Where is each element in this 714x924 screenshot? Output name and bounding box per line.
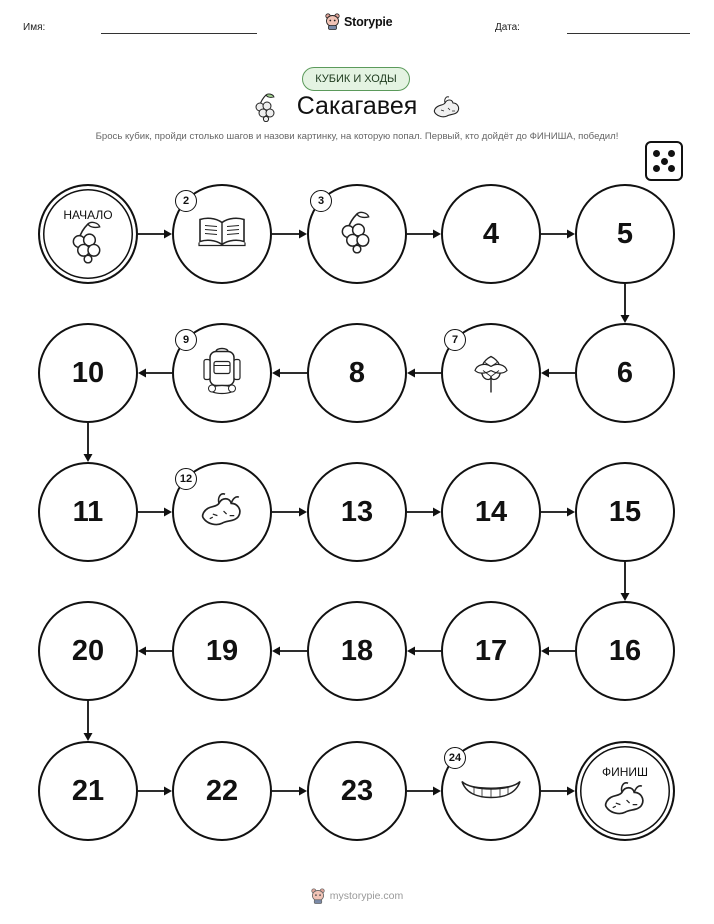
path-arrow	[138, 230, 172, 239]
board-space-17	[441, 601, 541, 701]
start-space	[38, 184, 138, 284]
path-arrow	[541, 369, 575, 378]
board-space-20	[38, 601, 138, 701]
path-arrow	[541, 787, 575, 796]
start-label: НАЧАЛО	[63, 208, 113, 222]
leaf-icon	[471, 347, 511, 400]
storypie-mascot-icon	[311, 888, 325, 904]
space-number-badge: 9	[175, 329, 197, 351]
space-number: 17	[474, 634, 508, 667]
path-arrow	[407, 508, 441, 517]
board-space-5	[575, 184, 675, 284]
path-arrow	[272, 508, 307, 517]
path-arrow	[621, 562, 630, 601]
space-number: 15	[608, 495, 642, 528]
board-space-9	[172, 323, 272, 423]
space-number: 8	[348, 356, 366, 389]
board-space-14	[441, 462, 541, 562]
space-number: 10	[71, 356, 105, 389]
berries-icon	[66, 219, 110, 268]
board-space-12	[172, 462, 272, 562]
board-space-3	[307, 184, 407, 284]
board-space-24	[441, 741, 541, 841]
path-arrow	[407, 230, 441, 239]
board-space-21	[38, 741, 138, 841]
space-number: 4	[482, 217, 500, 250]
space-number-badge: 3	[310, 190, 332, 212]
board-space-19	[172, 601, 272, 701]
space-number: 11	[72, 495, 104, 528]
path-arrow	[407, 787, 441, 796]
path-arrow	[84, 701, 93, 741]
board-space-18	[307, 601, 407, 701]
path-arrow	[138, 787, 172, 796]
space-number-badge: 24	[444, 747, 466, 769]
path-arrow	[407, 369, 441, 378]
path-arrow	[407, 647, 441, 656]
brand-name: Storypie	[344, 14, 393, 29]
board-space-4	[441, 184, 541, 284]
path-arrow	[138, 508, 172, 517]
space-number: 18	[340, 634, 374, 667]
ginger-root-icon	[199, 489, 245, 536]
board-space-16	[575, 601, 675, 701]
space-number-badge: 2	[175, 190, 197, 212]
space-number: 14	[474, 495, 508, 528]
board-space-8	[307, 323, 407, 423]
board-space-2	[172, 184, 272, 284]
space-number: 21	[71, 774, 105, 807]
space-number: 22	[205, 774, 239, 807]
finish-space	[575, 741, 675, 841]
space-number: 6	[616, 356, 634, 389]
game-type-badge: КУБИК И ХОДЫ	[302, 67, 410, 91]
page-title: Сакагавея	[296, 92, 418, 120]
board-space-7	[441, 323, 541, 423]
space-number: 13	[340, 495, 374, 528]
path-arrow	[541, 230, 575, 239]
path-arrow	[541, 508, 575, 517]
berries-icon	[335, 210, 379, 259]
board-space-15	[575, 462, 675, 562]
backpack-icon	[202, 346, 242, 401]
board-space-10	[38, 323, 138, 423]
path-arrow	[272, 647, 307, 656]
board-space-11	[38, 462, 138, 562]
space-number-badge: 12	[175, 468, 197, 490]
space-number: 5	[616, 217, 634, 250]
board-space-22	[172, 741, 272, 841]
path-arrow	[272, 787, 307, 796]
book-icon	[197, 215, 247, 254]
board-space-6	[575, 323, 675, 423]
name-label: Имя:	[23, 22, 46, 33]
path-arrow	[541, 647, 575, 656]
path-arrow	[84, 423, 93, 462]
canoe-icon	[460, 776, 522, 807]
space-number: 19	[205, 634, 239, 667]
ginger-root-icon	[602, 777, 648, 824]
instructions-text: Брось кубик, пройди столько шагов и назови картинку, на которую попал. Первый, кто дойдёт до ФИНИША, победил!	[95, 131, 619, 142]
path-arrow	[138, 647, 172, 656]
space-number-badge: 7	[444, 329, 466, 351]
space-number: 20	[71, 634, 105, 667]
board-space-13	[307, 462, 407, 562]
path-arrow	[621, 284, 630, 323]
board-space-23	[307, 741, 407, 841]
date-label: Дата:	[495, 22, 520, 33]
footer-site: mystorypie.com	[329, 890, 404, 902]
finish-label: ФИНИШ	[601, 765, 649, 779]
footer	[0, 888, 714, 904]
space-number: 16	[608, 634, 642, 667]
path-arrow	[272, 369, 307, 378]
space-number: 23	[340, 774, 374, 807]
path-arrow	[138, 369, 172, 378]
path-arrow	[272, 230, 307, 239]
